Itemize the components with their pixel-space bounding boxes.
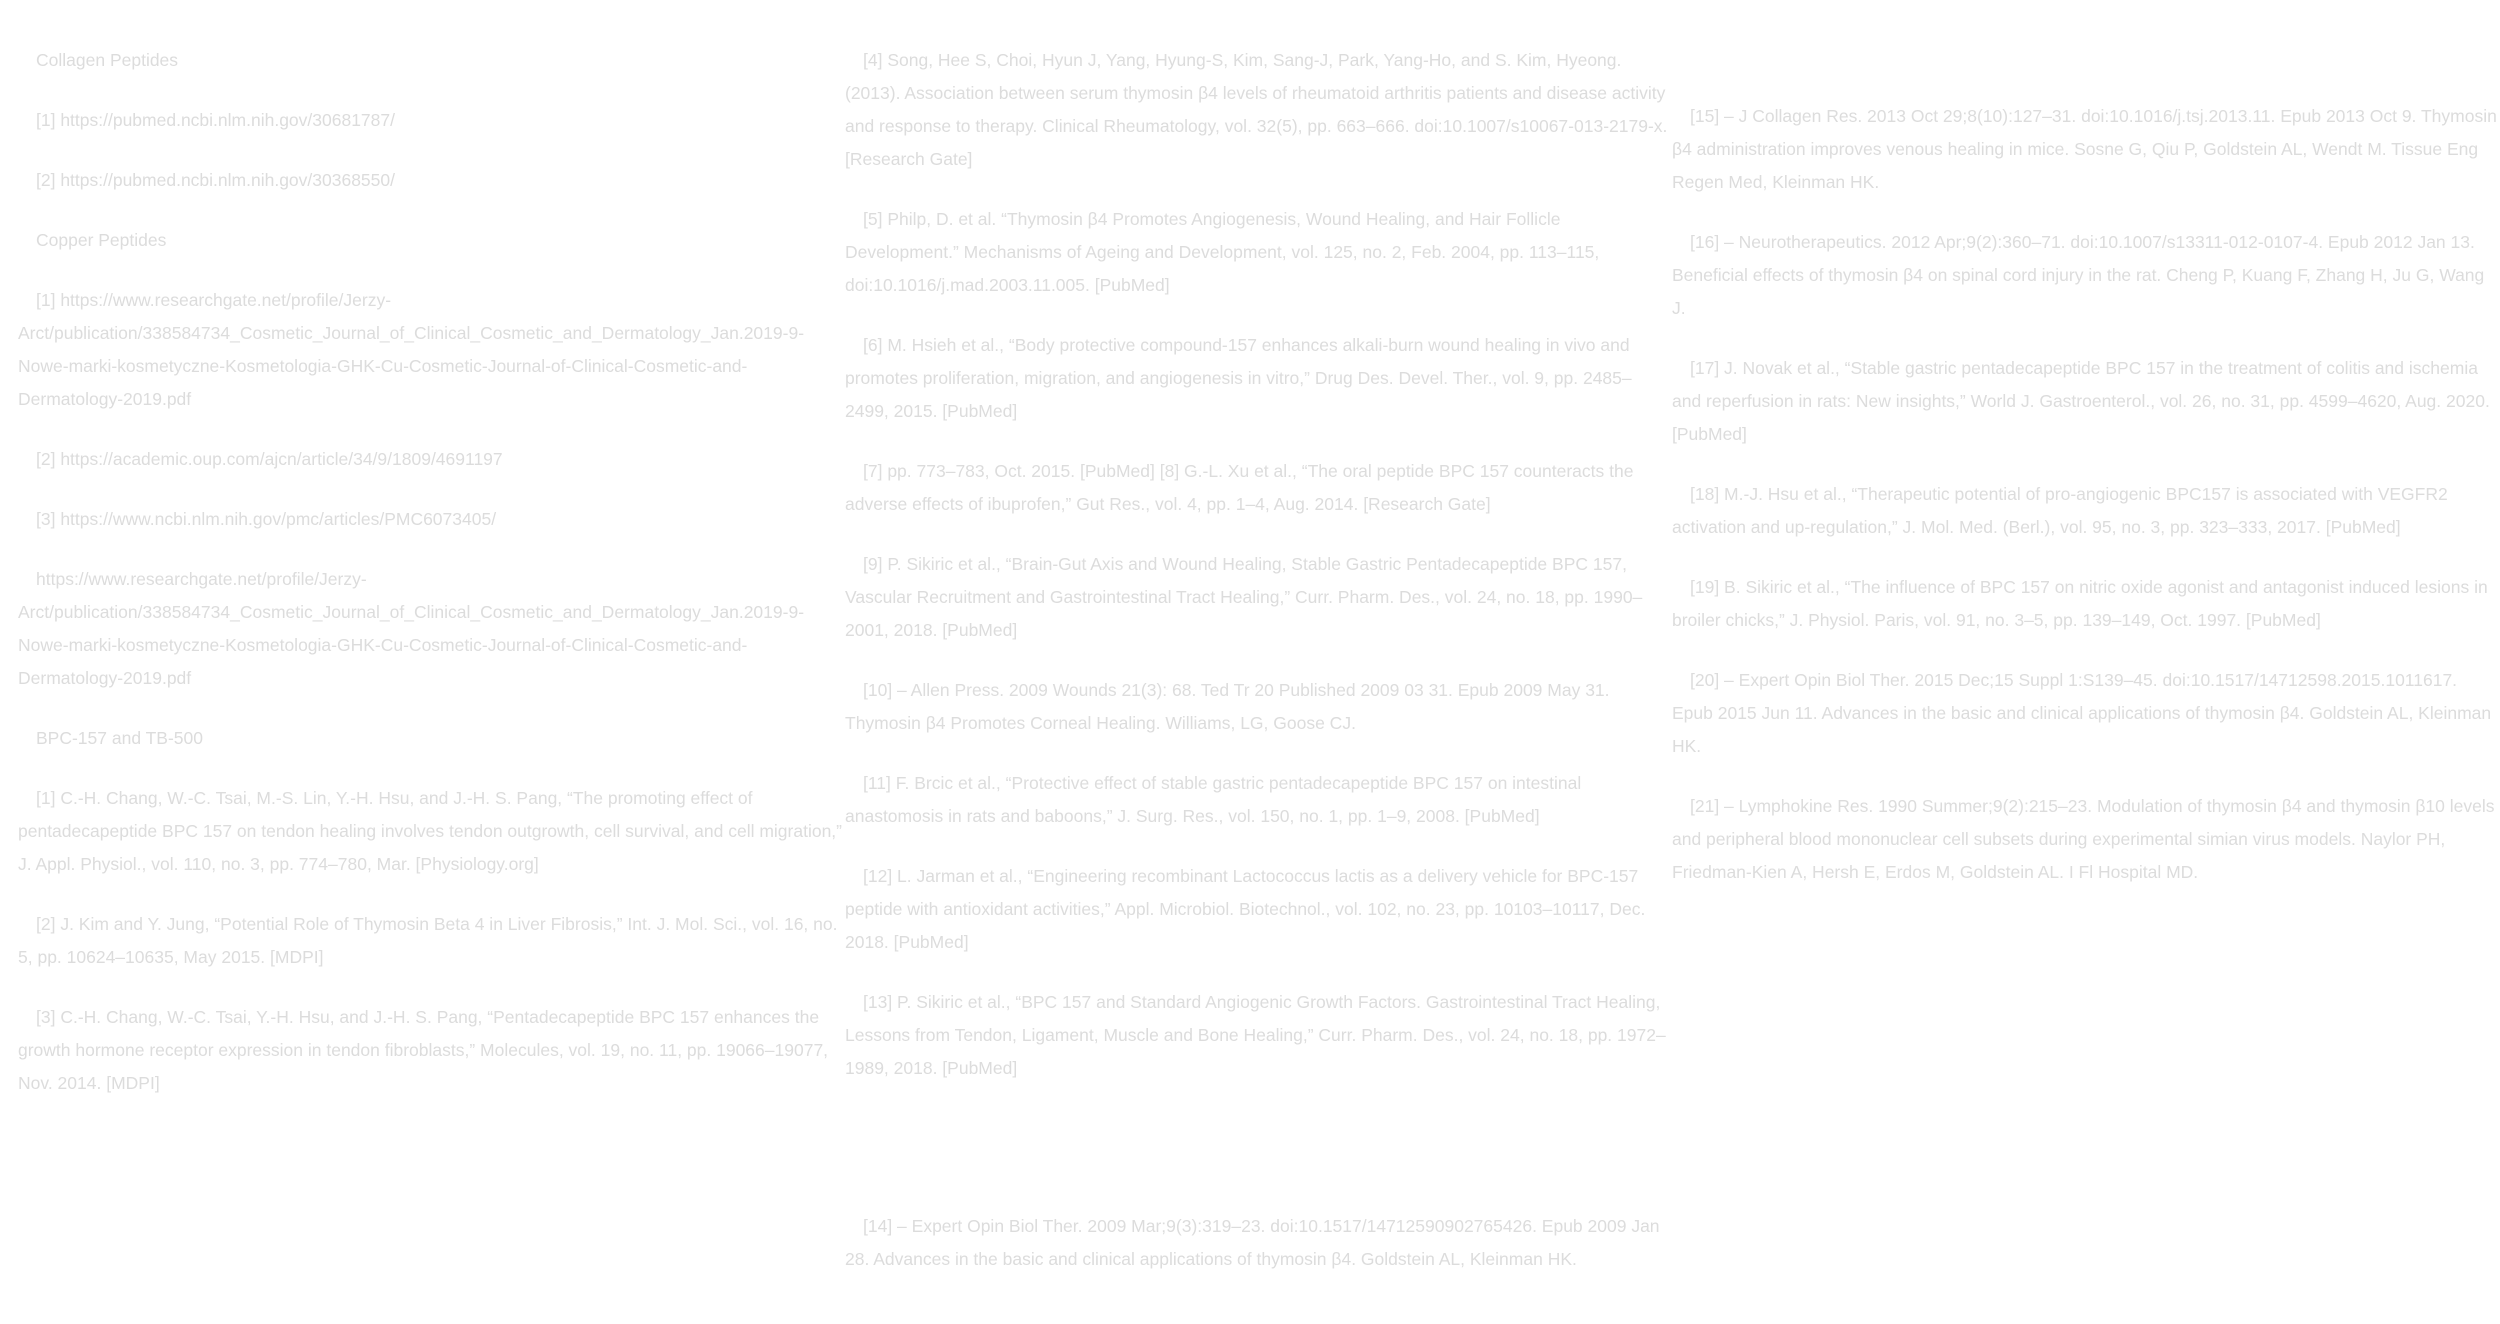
reference-item: [1] C.-H. Chang, W.-C. Tsai, M.-S. Lin, Y.-H. Hsu, and J.-H. S. Pang, “The promoting effect of pentadecapeptide BPC 157 on tendon healing involves tendon outgrowth, cell survival, and cell migration,” J. Appl. Physiol., vol. 110, no. 3, pp. 774–780, Mar. [Physiology.org] — [18, 788, 842, 874]
section-heading-copper: Copper Peptides — [36, 230, 167, 250]
reference-item: [6] M. Hsieh et al., “Body protective compound-157 enhances alkali-burn wound healing in vivo and promotes proliferation, migration, and angiogenesis in vitro,” Drug Des. Devel. Ther., vol. 9, pp. 2485–2499, 2015. [PubMed] — [845, 335, 1632, 421]
reference-column-2 — [845, 44, 1675, 1112]
reference-column-1 — [18, 44, 848, 1127]
reference-item: [2] https://academic.oup.com/ajcn/article/34/9/1809/4691197 — [36, 449, 503, 469]
reference-item: [12] L. Jarman et al., “Engineering recombinant Lactococcus lactis as a delivery vehicle for BPC-157 peptide with antioxidant activities,” Appl. Microbiol. Biotechnol., vol. 102, no. 23, pp. 10103–10117, Dec. 2018. [PubMed] — [845, 866, 1646, 952]
reference-item: [20] – Expert Opin Biol Ther. 2015 Dec;15 Suppl 1:S139–45. doi:10.1517/14712598.2015.1011617. Epub 2015 Jun 11. Advances in the basic and clinical applications of thymosin β4. Goldstein AL, Kleinman HK. — [1672, 670, 2492, 756]
reference-item: [15] – J Collagen Res. 2013 Oct 29;8(10):127–31. doi:10.1016/j.tsj.2013.11. Epub 2013 Oct 9. Thymosin β4 administration improves venous healing in mice. Sosne G, Qiu P, Goldstein AL, Wendt M. Tissue Eng Regen Med, Kleinman HK. — [1672, 106, 2497, 192]
reference-column-2-continued — [845, 1210, 1675, 1303]
reference-item: [2] J. Kim and Y. Jung, “Potential Role of Thymosin Beta 4 in Liver Fibrosis,” Int. J. Mol. Sci., vol. 16, no. 5, pp. 10624–10635, May 2015. [MDPI] — [18, 914, 838, 967]
reference-column-3 — [1672, 100, 2500, 916]
reference-item: [16] – Neurotherapeutics. 2012 Apr;9(2):360–71. doi:10.1007/s13311-012-0107-4. Epub 2012 Jan 13. Beneficial effects of thymosin β4 on spinal cord injury in the rat. Cheng P, Kuang F, Zhang H, Ju G, Wang J. — [1672, 232, 2485, 318]
reference-item: [21] – Lymphokine Res. 1990 Summer;9(2):215–23. Modulation of thymosin β4 and thymosin β10 levels and peripheral blood mononuclear cell subsets during experimental simian virus models. Naylor PH, Friedman-Kien A, Hersh E, Erdos M, Goldstein AL. I Fl Hospital MD. — [1672, 796, 2495, 882]
reference-item: [11] F. Brcic et al., “Protective effect of stable gastric pentadecapeptide BPC 157 on intestinal anastomosis in rats and baboons,” J. Surg. Res., vol. 150, no. 1, pp. 1–9, 2008. [PubMed] — [845, 773, 1582, 826]
section-heading-collagen: Collagen Peptides — [36, 50, 179, 70]
reference-item: [4] Song, Hee S, Choi, Hyun J, Yang, Hyung-S, Kim, Sang-J, Park, Yang-Ho, and S. Kim, Hyeong. (2013). Association between serum thymosin β4 levels of rheumatoid arthritis patients and disease activity and response to therapy. Clinical Rheumatology, vol. 32(5), pp. 663–666. doi:10.1007/s10067-013-2179-x. [Research Gate] — [845, 50, 1668, 169]
reference-item: [13] P. Sikiric et al., “BPC 157 and Standard Angiogenic Growth Factors. Gastrointestinal Tract Healing, Lessons from Tendon, Ligament, Muscle and Bone Healing,” Curr. Pharm. Des., vol. 24, no. 18, pp. 1972–1989, 2018. [PubMed] — [845, 992, 1666, 1078]
reference-item: [5] Philp, D. et al. “Thymosin β4 Promotes Angiogenesis, Wound Healing, and Hair Follicle Development.” Mechanisms of Ageing and Development, vol. 125, no. 2, Feb. 2004, pp. 113–115, doi:10.1016/j.mad.2003.11.005. [PubMed] — [845, 209, 1600, 295]
reference-item: [1] https://www.researchgate.net/profile/Jerzy-Arct/publication/338584734_Cosmetic_Journal_of_Clinical_Cosmetic_and_Dermatology_Jan.2019-9-Nowe-marki-kosmetyczne-Kosmetologia-GHK-Cu-Cosmetic-Journal-of-Clinical-Cosmetic-and-Dermatology-2019.pdf — [18, 290, 805, 409]
reference-item: [17] J. Novak et al., “Stable gastric pentadecapeptide BPC 157 in the treatment of colitis and ischemia and reperfusion in rats: New insights,” World J. Gastroenterol., vol. 26, no. 31, pp. 4599–4620, Aug. 2020. [PubMed] — [1672, 358, 2490, 444]
reference-item: [19] B. Sikiric et al., “The influence of BPC 157 on nitric oxide agonist and antagonist induced lesions in broiler chicks,” J. Physiol. Paris, vol. 91, no. 3–5, pp. 139–149, Oct. 1997. [PubMed] — [1672, 577, 2488, 630]
reference-item: [2] https://pubmed.ncbi.nlm.nih.gov/30368550/ — [36, 170, 395, 190]
reference-item: [1] https://pubmed.ncbi.nlm.nih.gov/30681787/ — [36, 110, 395, 130]
section-heading-bpc: BPC-157 and TB-500 — [36, 728, 204, 748]
reference-item: [9] P. Sikiric et al., “Brain-Gut Axis and Wound Healing, Stable Gastric Pentadecapeptide BPC 157, Vascular Recruitment and Gastrointestinal Tract Healing,” Curr. Pharm. Des., vol. 24, no. 18, pp. 1990–2001, 2018. [PubMed] — [845, 554, 1643, 640]
reference-item: [14] – Expert Opin Biol Ther. 2009 Mar;9(3):319–23. doi:10.1517/14712590902765426. Epub 2009 Jan 28. Advances in the basic and clinical applications of thymosin β4. Goldstein AL, Kleinman HK. — [845, 1216, 1660, 1269]
reference-item: [18] M.-J. Hsu et al., “Therapeutic potential of pro-angiogenic BPC157 is associated with VEGFR2 activation and up-regulation,” J. Mol. Med. (Berl.), vol. 95, no. 3, pp. 323–333, 2017. [PubMed] — [1672, 484, 2448, 537]
reference-item: [10] – Allen Press. 2009 Wounds 21(3): 68. Ted Tr 20 Published 2009 03 31. Epub 2009 May 31. Thymosin β4 Promotes Corneal Healing. Williams, LG, Goose CJ. — [845, 680, 1610, 733]
reference-item: [3] https://www.ncbi.nlm.nih.gov/pmc/articles/PMC6073405/ — [36, 509, 497, 529]
reference-item: https://www.researchgate.net/profile/Jerzy-Arct/publication/338584734_Cosmetic_Journal_of_Clinical_Cosmetic_and_Dermatology_Jan.2019-9-Nowe-marki-kosmetyczne-Kosmetologia-GHK-Cu-Cosmetic-Journal-of-Clinical-Cosmetic-and-Dermatology-2019.pdf — [18, 569, 805, 688]
reference-item: [7] pp. 773–783, Oct. 2015. [PubMed] [8] G.-L. Xu et al., “The oral peptide BPC 157 counteracts the adverse effects of ibuprofen,” Gut Res., vol. 4, pp. 1–4, Aug. 2014. [Research Gate] — [845, 461, 1634, 514]
reference-item: [3] C.-H. Chang, W.-C. Tsai, Y.-H. Hsu, and J.-H. S. Pang, “Pentadecapeptide BPC 157 enhances the growth hormone receptor expression in tendon fibroblasts,” Molecules, vol. 19, no. 11, pp. 19066–19077, Nov. 2014. [MDPI] — [18, 1007, 829, 1093]
